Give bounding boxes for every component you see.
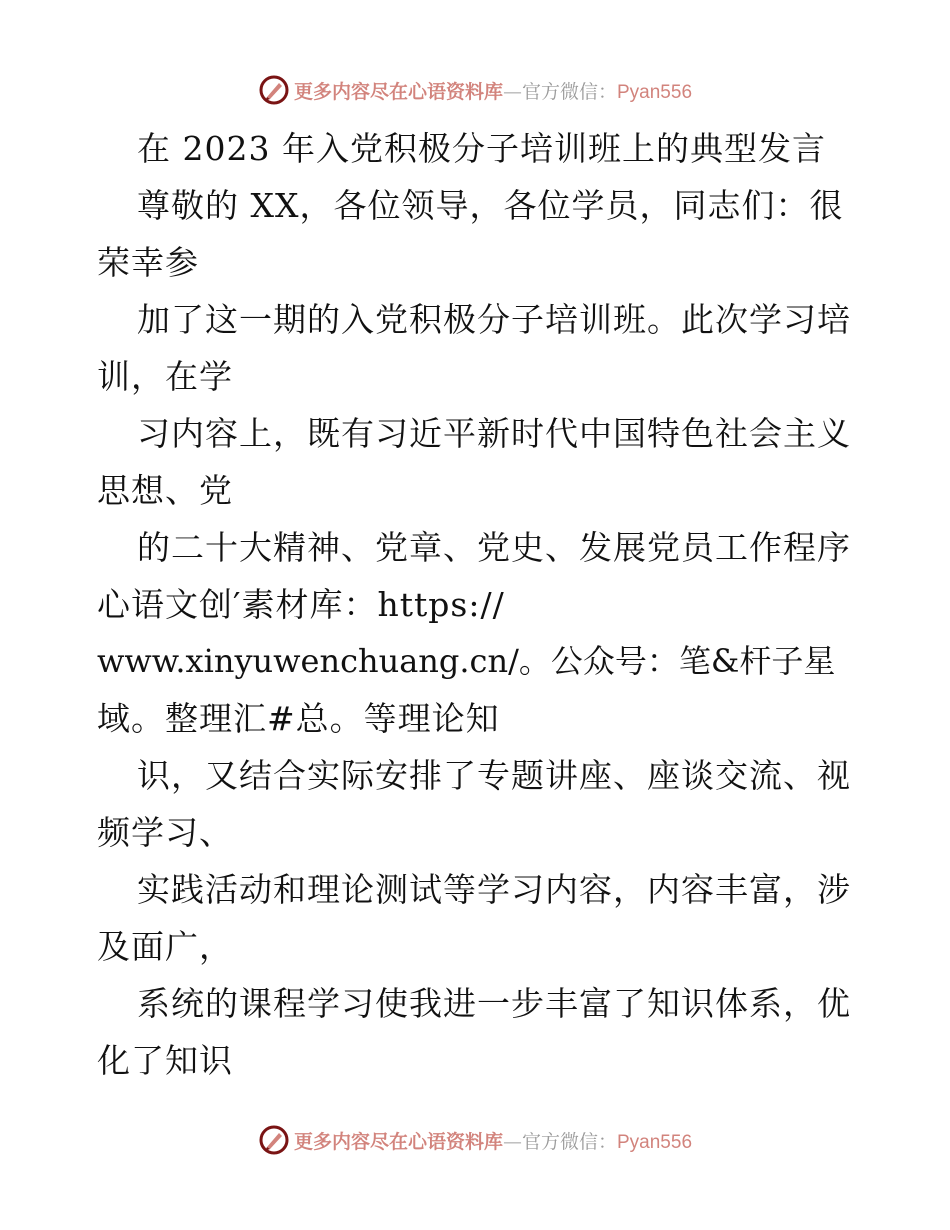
banner-main-text: 更多内容尽在心语资料库 bbox=[293, 1130, 503, 1153]
text-line: www.xinyuwenchuang.cn/。公众号：笔&杆子星 bbox=[97, 642, 836, 680]
header-banner bbox=[0, 70, 950, 110]
text-line: 的二十大精神、党章、党史、发展党员工作程序 bbox=[137, 528, 851, 567]
text-line: 域。整理汇#总。等理论知 bbox=[97, 699, 500, 738]
text-line: 识，又结合实际安排了专题讲座、座谈交流、视 bbox=[137, 756, 851, 795]
text-line: 化了知识 bbox=[97, 1041, 233, 1080]
banner-wechat-label: 官方微信： bbox=[521, 80, 617, 103]
text-line: 荣幸参 bbox=[97, 243, 199, 282]
document-body bbox=[97, 120, 857, 1089]
banner-dash: — bbox=[502, 80, 522, 103]
pen-logo-icon bbox=[258, 1124, 290, 1156]
banner-text bbox=[294, 77, 692, 104]
banner-main-text: 更多内容尽在心语资料库 bbox=[293, 80, 503, 103]
text-line: 习内容上，既有习近平新时代中国特色社会主义 bbox=[137, 414, 851, 453]
text-line: 心语文创′素材库：https:// bbox=[97, 585, 505, 624]
banner-dash: — bbox=[502, 1130, 522, 1153]
text-line: 加了这一期的入党积极分子培训班。此次学习培 bbox=[137, 300, 851, 339]
text-line: 频学习、 bbox=[97, 813, 233, 852]
text-line: 思想、党 bbox=[97, 471, 233, 510]
banner-wechat-id: Pyan556 bbox=[617, 1131, 693, 1153]
text-line: 系统的课程学习使我进一步丰富了知识体系，优 bbox=[137, 984, 851, 1023]
footer-banner bbox=[0, 1120, 950, 1160]
text-line: 实践活动和理论测试等学习内容，内容丰富，涉 bbox=[137, 870, 851, 909]
banner-text bbox=[294, 1127, 692, 1154]
text-line: 训，在学 bbox=[97, 357, 233, 396]
text-line: 尊敬的 XX，各位领导，各位学员，同志们：很 bbox=[137, 186, 844, 225]
document-title: 在 2023 年入党积极分子培训班上的典型发言 bbox=[137, 129, 826, 168]
banner-wechat-label: 官方微信： bbox=[521, 1130, 617, 1153]
banner-wechat-id: Pyan556 bbox=[617, 81, 693, 103]
text-line: 及面广， bbox=[97, 927, 233, 966]
pen-logo-icon bbox=[258, 74, 290, 106]
